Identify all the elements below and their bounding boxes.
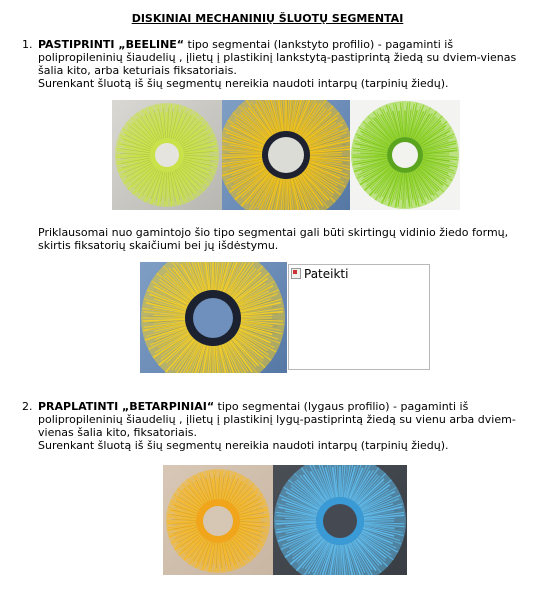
section-2-text xyxy=(38,400,524,452)
broken-image-icon xyxy=(291,268,301,279)
section-1-text xyxy=(38,38,524,90)
section-2-line4: Surenkant šluotą iš šių segmentų nereikia naudoti intarpų (tarpinių žiedų). xyxy=(38,439,449,452)
section-1-number: 1. xyxy=(22,38,33,51)
section-1-note xyxy=(38,226,524,252)
section-1-note-line2: skirtis fiksatorių skaičiumi bei jų išdėstymu. xyxy=(38,239,279,252)
section-1-note-line1: Priklausomai nuo gamintojo šio tipo segmentai gali būti skirtingų vidinio žiedo formų, xyxy=(38,226,509,239)
section-2-line1: tipo segmentai (lygaus profilio) - pagaminti iš xyxy=(214,400,469,413)
page-title: DISKINIAI MECHANINIŲ ŠLUOTŲ SEGMENTAI xyxy=(131,12,404,25)
section-1-line3: šalia kito, arba keturiais fiksatoriais. xyxy=(38,64,237,77)
section-1-line1: tipo segmentai (lankstyto profilio) - pagaminti iš xyxy=(184,38,454,51)
section-2-image-row xyxy=(163,465,407,575)
section-2-line3: vienas šalia kito, fiksatoriais. xyxy=(38,426,197,439)
segment-image-yellow-variant xyxy=(140,262,287,373)
section-1-line4: Surenkant šluotą iš šių segmentų nereikia naudoti intarpų (tarpinių žiedų). xyxy=(38,77,449,90)
section-2-heading: PRAPLATINTI „BETARPINIAI“ xyxy=(38,400,215,413)
section-1-heading: PASTIPRINTI „BEELINE“ xyxy=(38,38,185,51)
segment-image-green xyxy=(350,100,460,210)
section-1-line2: polipropileninių šiaudelių , įlietų į plastikinį lankstytą-pastiprintą žiedą su dviem-vienas xyxy=(38,51,517,64)
broken-image xyxy=(288,264,430,370)
segment-image-lime xyxy=(112,100,222,210)
segment-image-orange xyxy=(163,465,273,575)
broken-image-alt: Pateikti xyxy=(304,267,349,281)
segment-image-yellow xyxy=(222,100,350,210)
section-1-image-row xyxy=(112,100,460,210)
segment-image-blue xyxy=(273,465,407,575)
section-2-number: 2. xyxy=(22,400,33,413)
section-2-line2: polipropileninių šiaudelių , įlietų į plastikinį lygų-pastiprintą žiedą su vienu arba dviem- xyxy=(38,413,516,426)
